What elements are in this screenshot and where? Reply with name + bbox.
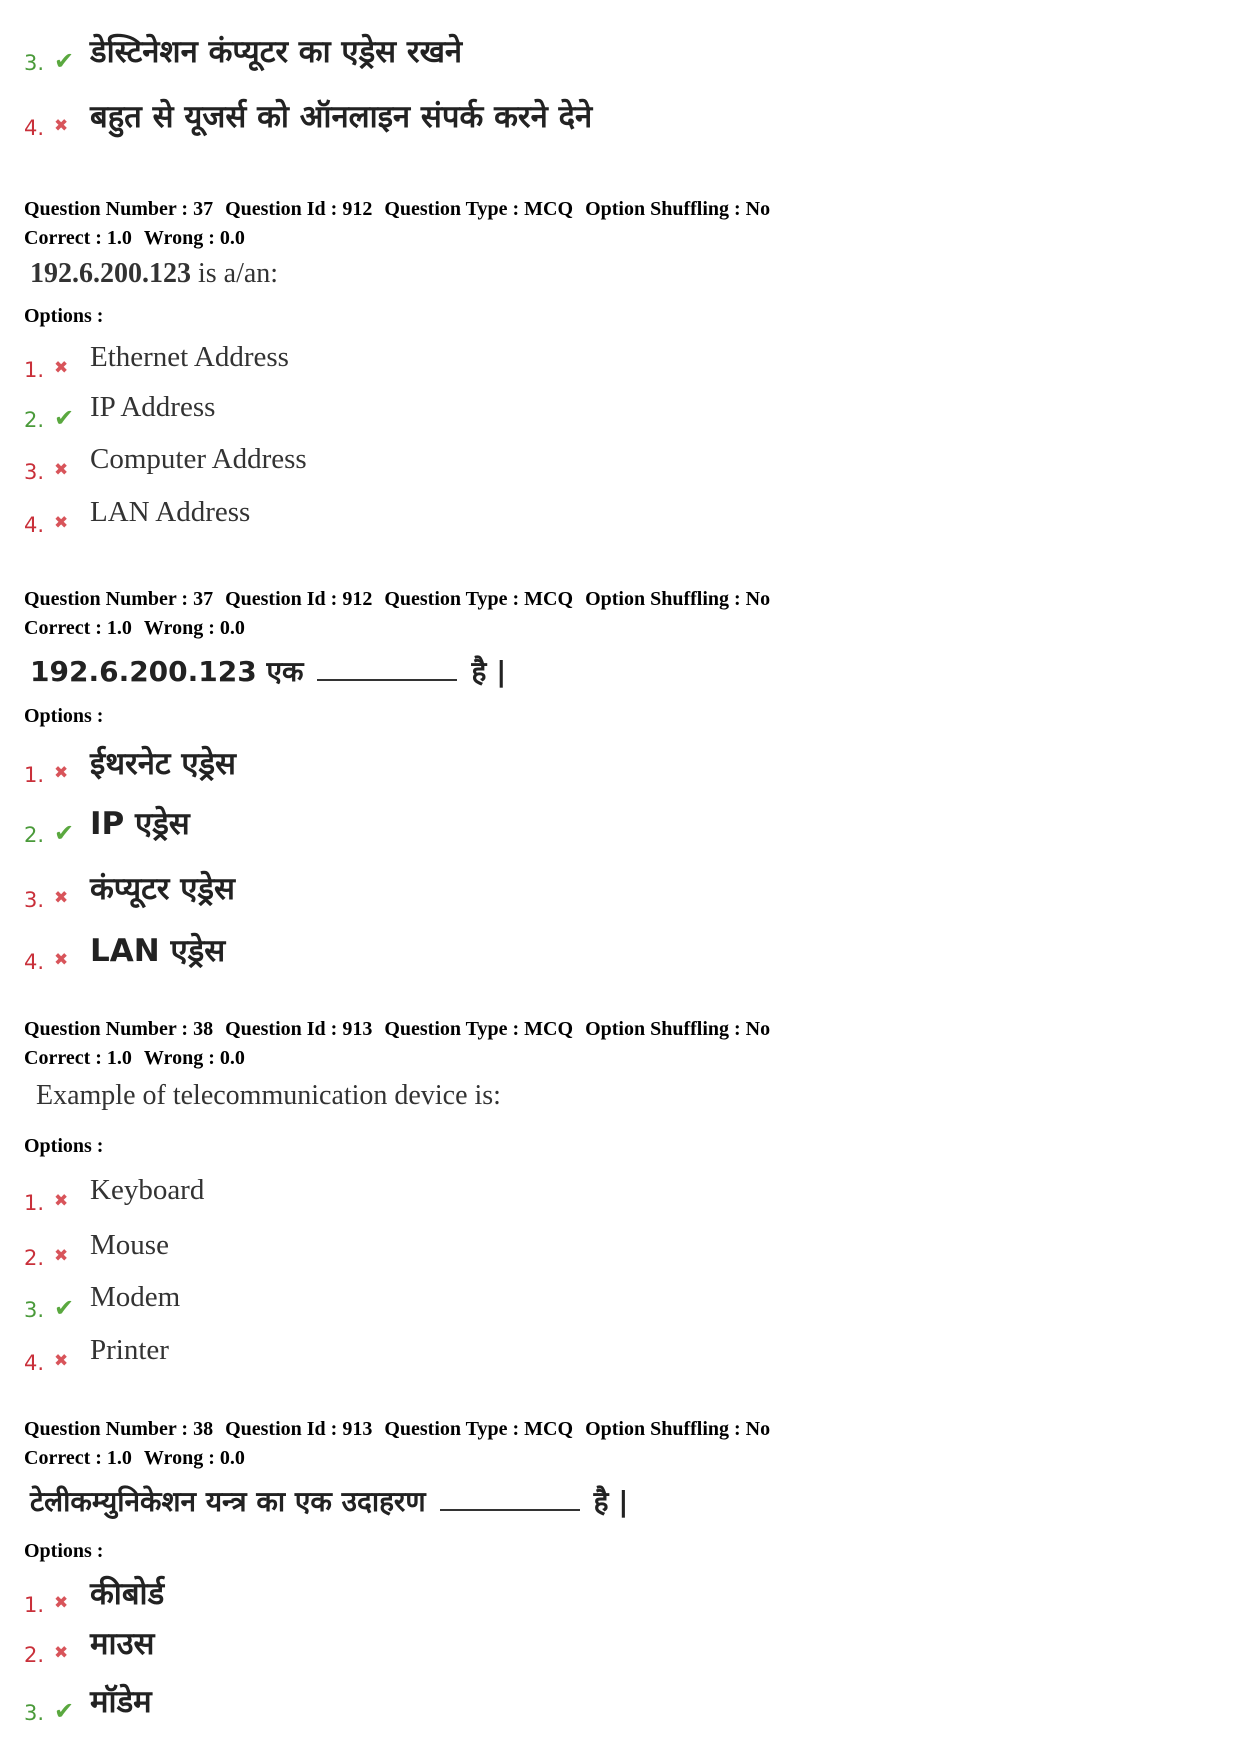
- option-number: 1.: [24, 763, 45, 787]
- cross-icon: ✖: [54, 1246, 69, 1266]
- cross-icon: ✖: [54, 950, 69, 970]
- question-text-main: टेलीकम्युनिकेशन यन्त्र का एक उदाहरण: [30, 1485, 426, 1518]
- question-type: Question Type : MCQ: [384, 588, 574, 610]
- question-id: Question Id : 912: [225, 198, 373, 220]
- check-icon: ✔: [54, 47, 75, 75]
- wrong-marks: Wrong : 0.0: [143, 1447, 245, 1469]
- option-row: [0, 1328, 1100, 1378]
- question-id: Question Id : 912: [225, 588, 373, 610]
- option-number: 2.: [24, 1246, 45, 1270]
- option-row: [0, 93, 1100, 143]
- option-row: [0, 335, 1100, 385]
- option-row: [0, 1678, 1100, 1728]
- option-number: 1.: [24, 1593, 45, 1617]
- question-ip: 192.6.200.123: [30, 258, 191, 289]
- check-icon: ✔: [54, 1697, 75, 1725]
- option-text: Computer Address: [90, 443, 307, 475]
- question-header: [24, 585, 1124, 643]
- option-text: Keyboard: [90, 1174, 205, 1206]
- option-number: 3.: [24, 460, 45, 484]
- cross-icon: ✖: [54, 358, 69, 378]
- cross-icon: ✖: [54, 888, 69, 908]
- question-text: [30, 1482, 628, 1520]
- option-row: [0, 385, 1100, 435]
- option-row: [0, 490, 1100, 540]
- answer-blank: [317, 657, 457, 681]
- check-icon: ✔: [54, 1294, 75, 1322]
- question-text: [30, 258, 278, 290]
- option-number: 3.: [24, 1701, 45, 1725]
- option-number: 4.: [24, 116, 45, 140]
- cross-icon: ✖: [54, 116, 69, 136]
- cross-icon: ✖: [54, 1191, 69, 1211]
- question-number: Question Number : 37: [24, 198, 214, 220]
- correct-marks: Correct : 1.0: [24, 227, 132, 249]
- option-row: [0, 1223, 1100, 1273]
- option-text: माउस: [90, 1626, 155, 1662]
- cross-icon: ✖: [54, 1351, 69, 1371]
- question-text-after: है |: [593, 1485, 629, 1518]
- option-text: IP Address: [90, 391, 216, 423]
- cross-icon: ✖: [54, 1593, 69, 1613]
- answer-blank: [440, 1487, 580, 1511]
- wrong-marks: Wrong : 0.0: [143, 227, 245, 249]
- option-text: LAN Address: [90, 496, 251, 528]
- option-text: मॉडेम: [90, 1684, 152, 1720]
- cross-icon: ✖: [54, 1643, 69, 1663]
- option-shuffling: Option Shuffling : No: [585, 588, 771, 610]
- option-number: 4.: [24, 1351, 45, 1375]
- question-header: [24, 1415, 1124, 1473]
- option-text: Printer: [90, 1334, 169, 1366]
- option-row: [0, 865, 1100, 915]
- question-text-rest: is a/an:: [191, 258, 279, 289]
- option-number: 2.: [24, 823, 45, 847]
- option-row: [0, 800, 1100, 850]
- option-number: 4.: [24, 513, 45, 537]
- option-row: [0, 28, 1100, 78]
- option-row: [0, 1275, 1100, 1325]
- option-text: बहुत से यूजर्स को ऑनलाइन संपर्क करने देने: [90, 99, 593, 135]
- options-label: Options :: [24, 705, 104, 727]
- option-text: ईथरनेट एड्रेस: [90, 746, 237, 782]
- option-row: [0, 740, 1100, 790]
- question-text: Example of telecommunication device is:: [36, 1080, 501, 1111]
- option-number: 3.: [24, 51, 45, 75]
- question-number: Question Number : 37: [24, 588, 214, 610]
- option-text: Mouse: [90, 1229, 169, 1261]
- correct-marks: Correct : 1.0: [24, 1447, 132, 1469]
- wrong-marks: Wrong : 0.0: [143, 617, 245, 639]
- option-shuffling: Option Shuffling : No: [585, 1018, 771, 1040]
- wrong-marks: Wrong : 0.0: [143, 1047, 245, 1069]
- option-text: डेस्टिनेशन कंप्यूटर का एड्रेस रखने: [90, 34, 463, 70]
- options-label: Options :: [24, 305, 104, 327]
- option-number: 3.: [24, 888, 45, 912]
- option-number: 1.: [24, 358, 45, 382]
- question-type: Question Type : MCQ: [384, 198, 574, 220]
- option-text: कंप्यूटर एड्रेस: [90, 871, 235, 907]
- option-text: LAN एड्रेस: [90, 933, 226, 969]
- options-label: Options :: [24, 1135, 104, 1157]
- options-label: Options :: [24, 1540, 104, 1562]
- correct-marks: Correct : 1.0: [24, 617, 132, 639]
- option-text: कीबोर्ड: [90, 1576, 165, 1612]
- option-shuffling: Option Shuffling : No: [585, 198, 771, 220]
- question-id: Question Id : 913: [225, 1418, 373, 1440]
- option-row: [0, 927, 1100, 977]
- question-header: [24, 1015, 1124, 1073]
- question-type: Question Type : MCQ: [384, 1018, 574, 1040]
- cross-icon: ✖: [54, 513, 69, 533]
- option-number: 2.: [24, 1643, 45, 1667]
- correct-marks: Correct : 1.0: [24, 1047, 132, 1069]
- option-row: [0, 1570, 1100, 1620]
- option-text: Modem: [90, 1281, 181, 1313]
- question-text-main: 192.6.200.123 एक: [30, 655, 304, 688]
- option-shuffling: Option Shuffling : No: [585, 1418, 771, 1440]
- question-number: Question Number : 38: [24, 1418, 214, 1440]
- question-id: Question Id : 913: [225, 1018, 373, 1040]
- option-row: [0, 1168, 1100, 1218]
- question-text: [30, 652, 506, 690]
- question-header: [24, 195, 1124, 253]
- option-number: 1.: [24, 1191, 45, 1215]
- question-number: Question Number : 38: [24, 1018, 214, 1040]
- check-icon: ✔: [54, 404, 75, 432]
- question-type: Question Type : MCQ: [384, 1418, 574, 1440]
- option-number: 2.: [24, 408, 45, 432]
- cross-icon: ✖: [54, 460, 69, 480]
- option-row: [0, 1620, 1100, 1670]
- question-text-after: है |: [471, 655, 507, 688]
- option-number: 3.: [24, 1298, 45, 1322]
- cross-icon: ✖: [54, 763, 69, 783]
- option-row: [0, 437, 1100, 487]
- check-icon: ✔: [54, 819, 75, 847]
- option-text: IP एड्रेस: [90, 806, 190, 842]
- option-number: 4.: [24, 950, 45, 974]
- option-text: Ethernet Address: [90, 341, 289, 373]
